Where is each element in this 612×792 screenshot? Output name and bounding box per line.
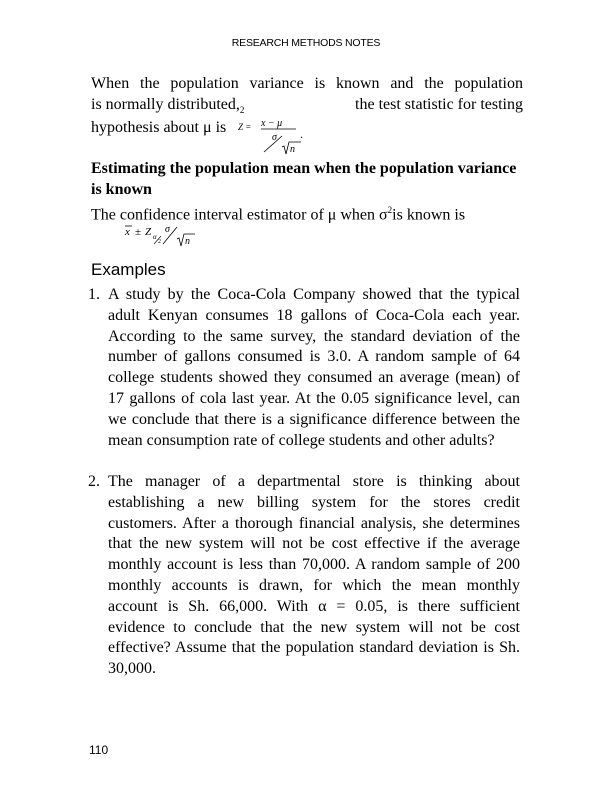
ci-sigma: σ: [165, 224, 170, 235]
intro-line-2-a: is normally $distributed,_2$: [91, 96, 245, 116]
example-number: 1.: [88, 286, 100, 303]
intro-line-2-b: the test statistic for testing: [355, 96, 523, 113]
intro-subscript: 2: [239, 105, 245, 116]
example-list-1: [88, 285, 520, 451]
example-number: 2.: [88, 473, 100, 490]
ci-alpha: α: [153, 233, 157, 241]
ci-n: n: [185, 236, 190, 247]
example-text: A study by the Coca-Cola Company showed that the typical adult Kenyan consumes 18 gallons of Coca-Cola each year. According to the same survey, the standard deviation of the number of gallons consumed is 3.0. A random sample of 64 college students showed they consumed an average (mean) of 17 gallons of cola last year. At the 0.05 significance level, can we conclude that there is a significance difference between the mean consumption rate of college students and other adults?: [108, 286, 520, 449]
ci-text: The confidence interval estimator of μ when $\sigma^2is$ known is: [91, 205, 466, 224]
z-den-sigma: σ: [272, 132, 277, 143]
examples-title: Examples: [91, 260, 166, 279]
running-header: RESEARCH METHODS NOTES: [231, 37, 381, 49]
z-period: .: [300, 127, 303, 141]
page-number: 110: [89, 743, 109, 757]
ci-two: 2: [158, 239, 161, 245]
ci-xbar: x: [125, 226, 130, 238]
z-statistic-formula: [238, 116, 308, 158]
ci-plus-minus: ±: [135, 226, 142, 238]
confidence-interval-formula: [125, 222, 205, 252]
intro-line-1: When the population variance is known and the population: [91, 75, 523, 92]
z-lhs: Z =: [238, 122, 252, 132]
intro-line-3: hypothesis about μ is: [91, 119, 227, 136]
z-numerator: x − μ: [261, 118, 283, 129]
example-item-2: [88, 472, 520, 680]
z-den-n: n: [290, 144, 295, 155]
section-heading: Estimating the population mean when the population variance is known: [91, 160, 517, 198]
ci-superscript: 2: [387, 205, 393, 215]
example-text: The manager of a departmental store is thinking about establishing a new billing system for the stores credit customers. After a thorough financial analysis, she determines that the new system will not be cost effective if the average monthly account is less than 70,000. A random sample of 200 monthly accounts is drawn, for which the mean monthly account is Sh. 66,000. With α = 0.05, is there sufficient evidence to conclude that the new system will not be cost effective? Assume that the population standard deviation is Sh. 30,000.: [108, 473, 520, 678]
example-list-2: [88, 472, 520, 680]
ci-z: Z: [145, 226, 152, 238]
example-item-1: [88, 285, 520, 451]
